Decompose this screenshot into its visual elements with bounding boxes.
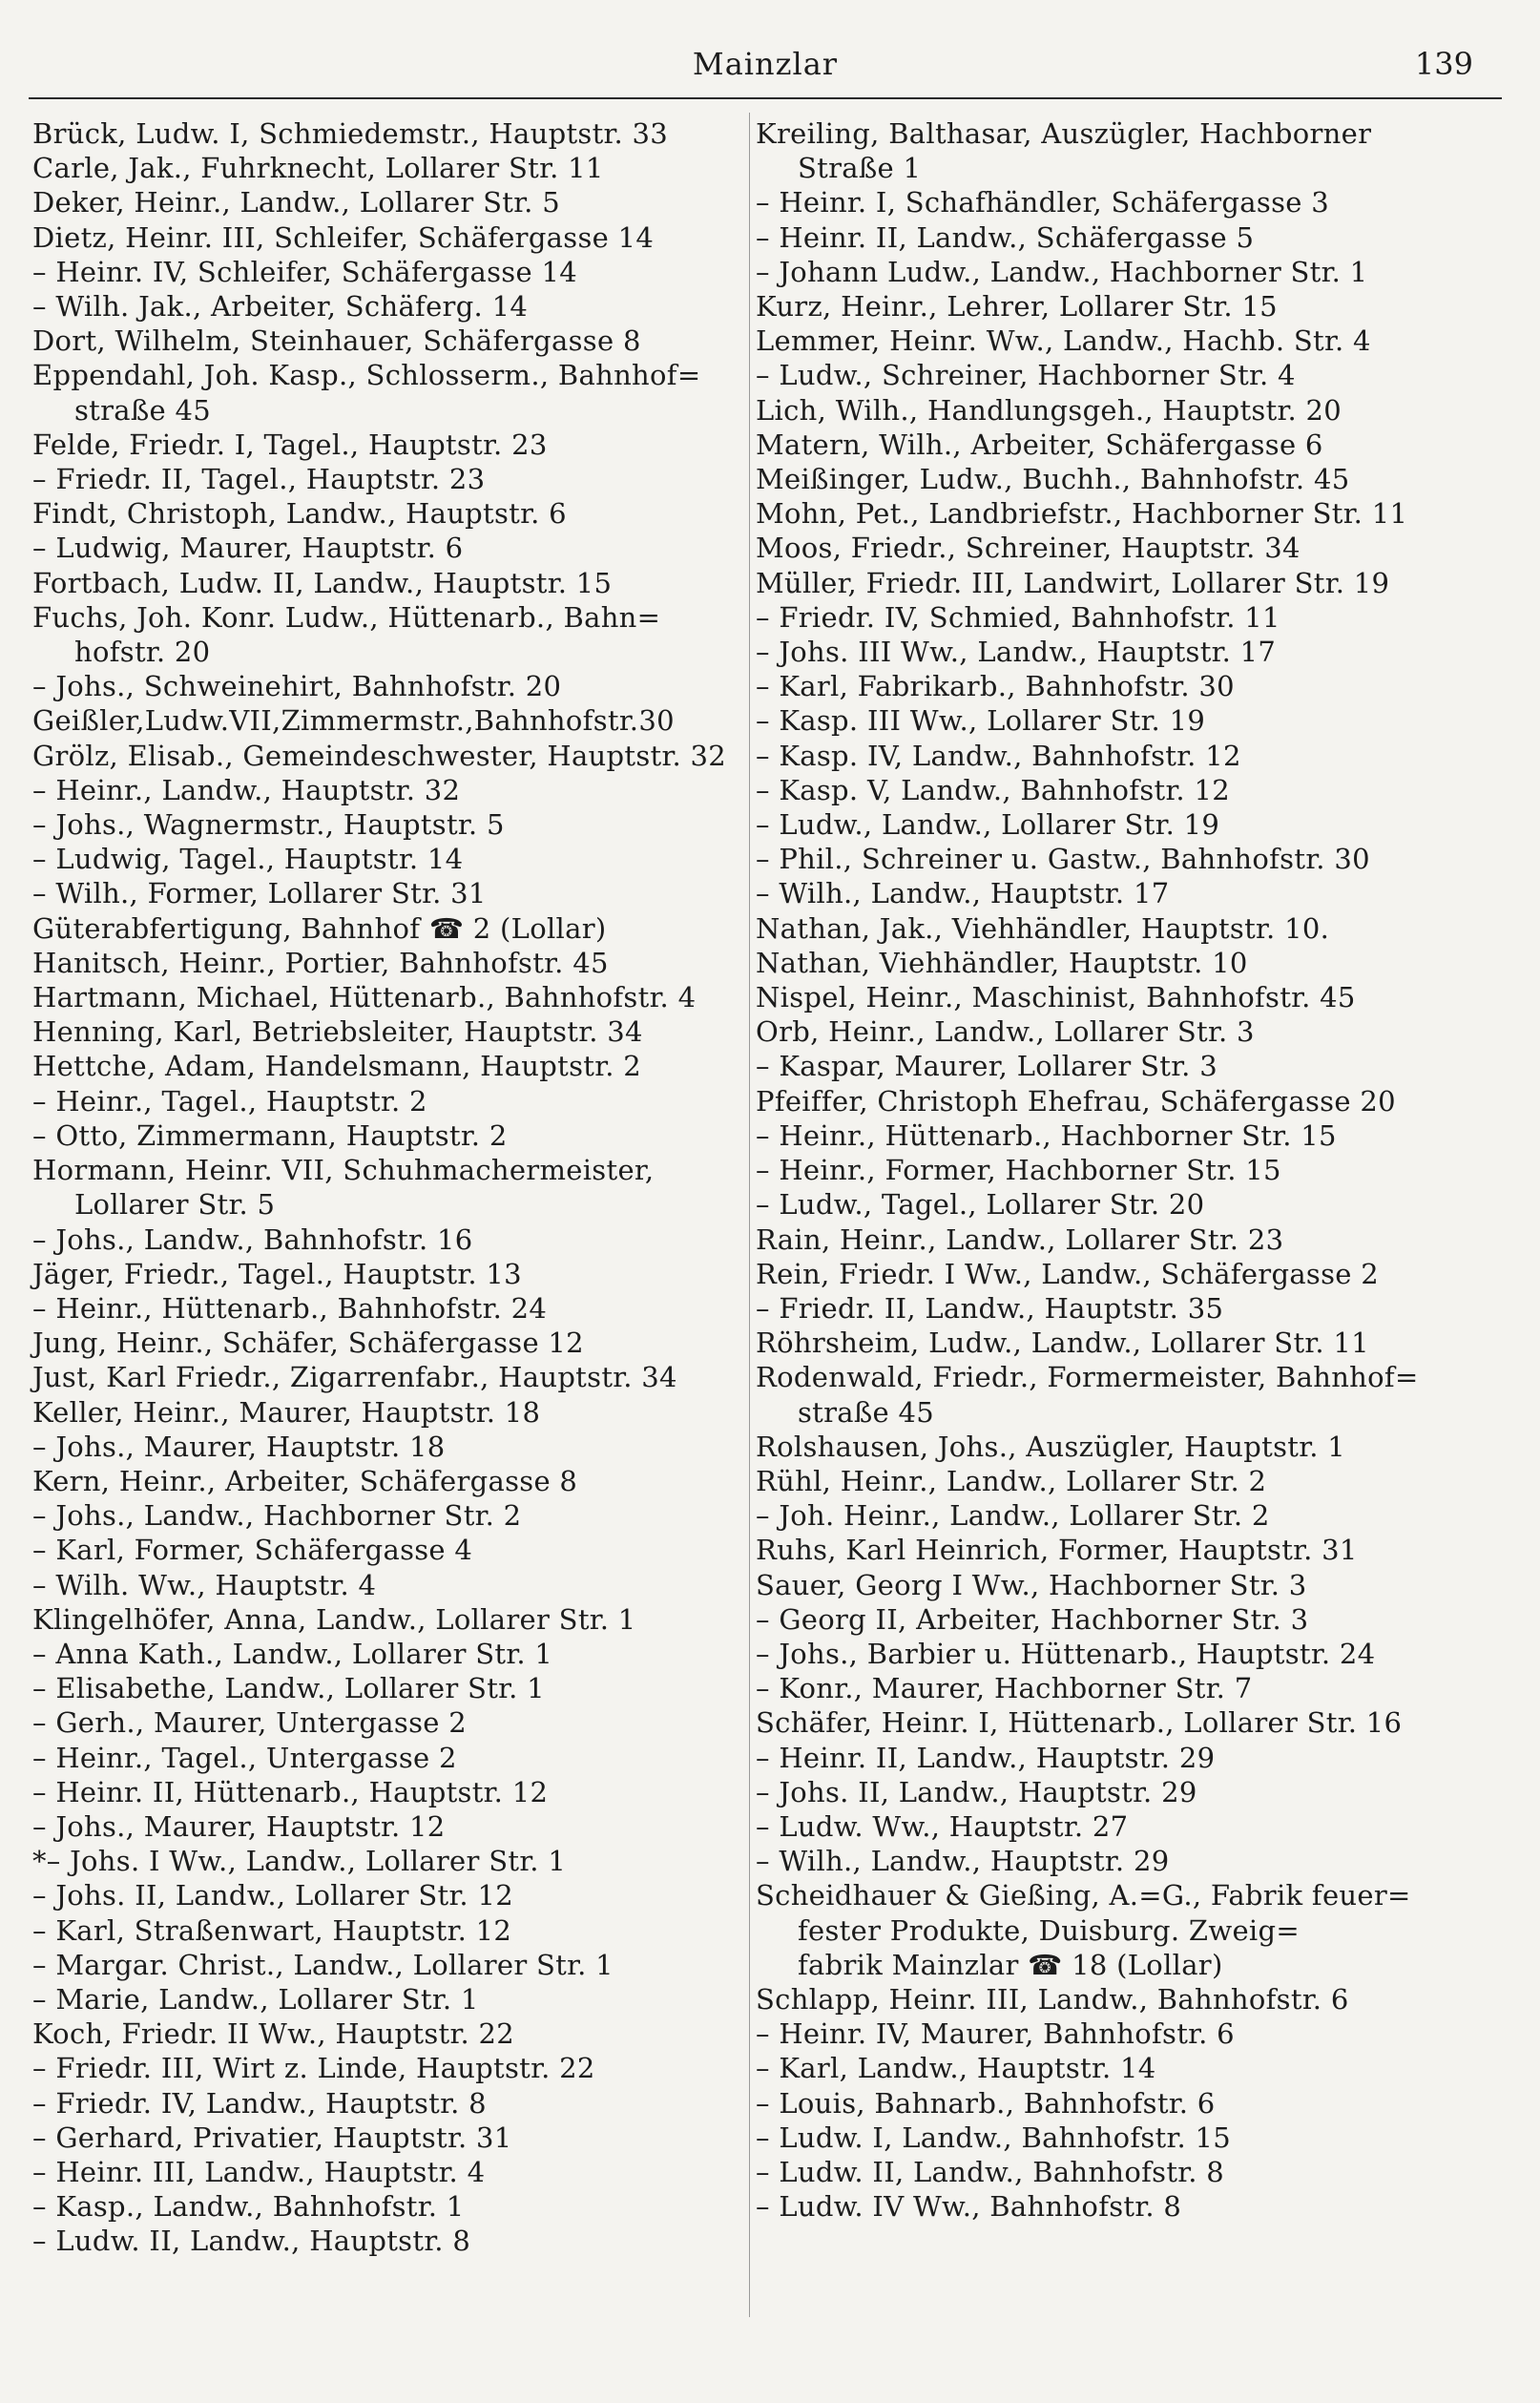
directory-entry	[756, 600, 1452, 635]
directory-entry	[756, 185, 1452, 219]
entry-line: Scheidhauer & Gießing, A.=G., Fabrik feuer=	[756, 1879, 1411, 1912]
directory-entry	[756, 1533, 1452, 1567]
entry-line: – Karl, Former, Schäfergasse 4	[32, 1534, 473, 1567]
entry-line: – Johs. II, Landw., Hauptstr. 29	[756, 1775, 1197, 1808]
directory-entry	[32, 946, 729, 980]
entry-line: Ruhs, Karl Heinrich, Former, Hauptstr. 31	[756, 1534, 1358, 1567]
entry-line: Hanitsch, Heinr., Portier, Bahnhofstr. 45	[32, 946, 609, 979]
entry-line: *– Johs. I Ww., Landw., Lollarer Str. 1	[32, 1845, 567, 1878]
entry-line: Matern, Wilh., Arbeiter, Schäfergasse 6	[756, 428, 1323, 461]
entry-line: Brück, Ludw. I, Schmiedemstr., Hauptstr. 33	[32, 117, 669, 150]
entry-line: Hartmann, Michael, Hüttenarb., Bahnhofstr. 4	[32, 981, 697, 1014]
directory-entry	[756, 1187, 1452, 1222]
entry-line: – Johs. III Ww., Landw., Hauptstr. 17	[756, 636, 1277, 669]
entry-line: – Heinr. III, Landw., Hauptstr. 4	[32, 2155, 486, 2188]
directory-entry	[756, 980, 1452, 1014]
directory-entry	[756, 1705, 1452, 1740]
directory-entry	[32, 980, 729, 1014]
directory-entry	[32, 2051, 729, 2085]
entry-line: – Wilh., Former, Lollarer Str. 31	[32, 877, 487, 910]
directory-entry	[32, 2189, 729, 2224]
directory-entry	[756, 1844, 1452, 1878]
directory-entry	[32, 151, 729, 185]
directory-entry	[32, 1671, 729, 1705]
entry-line: – Georg II, Arbeiter, Hachborner Str. 3	[756, 1602, 1309, 1636]
entry-line: – Friedr. II, Tagel., Hauptstr. 23	[32, 463, 486, 496]
directory-entry	[756, 462, 1452, 496]
entry-line: – Ludwig, Tagel., Hauptstr. 14	[32, 843, 464, 876]
directory-entry	[756, 1222, 1452, 1257]
entry-line: – Heinr., Tagel., Hauptstr. 2	[32, 1084, 427, 1118]
entry-line: – Marie, Landw., Lollarer Str. 1	[32, 1982, 479, 2016]
entry-line: Hormann, Heinr. VII, Schuhmachermeister,	[32, 1154, 655, 1187]
entry-line: Fortbach, Ludw. II, Landw., Hauptstr. 15	[32, 566, 613, 599]
directory-entry	[756, 1568, 1452, 1602]
directory-entry	[756, 1291, 1452, 1326]
directory-entry	[756, 2155, 1452, 2189]
directory-entry	[756, 2189, 1452, 2224]
directory-entry	[32, 1326, 729, 1360]
entry-continuation-line: fester Produkte, Duisburg. Zweig=	[798, 1913, 1300, 1947]
entry-line: Schlapp, Heinr. III, Landw., Bahnhofstr. 6	[756, 1982, 1349, 2016]
entry-line: – Johs. II, Landw., Lollarer Str. 12	[32, 1879, 513, 1912]
directory-entry	[32, 911, 729, 946]
entry-line: Eppendahl, Joh. Kasp., Schlosserm., Bahnhof=	[32, 359, 701, 392]
directory-entry	[756, 566, 1452, 600]
entry-line: Röhrsheim, Ludw., Landw., Lollarer Str. 11	[756, 1327, 1369, 1360]
directory-entry	[756, 1084, 1452, 1118]
entry-line: Nathan, Jak., Viehhändler, Hauptstr. 10.	[756, 911, 1330, 945]
directory-entry	[756, 531, 1452, 565]
directory-entry	[32, 1741, 729, 1775]
entry-line: Kern, Heinr., Arbeiter, Schäfergasse 8	[32, 1464, 578, 1497]
directory-entry	[32, 669, 729, 703]
entry-line: – Friedr. II, Landw., Hauptstr. 35	[756, 1291, 1224, 1325]
directory-entry	[32, 807, 729, 842]
directory-entry	[756, 1153, 1452, 1187]
directory-entry	[756, 1430, 1452, 1464]
directory-entry	[32, 1775, 729, 1809]
directory-entry	[756, 1498, 1452, 1533]
entry-line: – Heinr., Tagel., Untergasse 2	[32, 1741, 457, 1774]
entry-line: Findt, Christoph, Landw., Hauptstr. 6	[32, 497, 567, 531]
entry-line: – Karl, Straßenwart, Hauptstr. 12	[32, 1913, 512, 1947]
entry-line: Nispel, Heinr., Maschinist, Bahnhofstr. 45	[756, 981, 1356, 1014]
directory-entry	[32, 185, 729, 219]
directory-entry	[32, 1014, 729, 1049]
directory-entry	[756, 2121, 1452, 2155]
entry-line: Deker, Heinr., Landw., Lollarer Str. 5	[32, 186, 560, 219]
entry-line: – Ludw., Tagel., Lollarer Str. 20	[756, 1188, 1205, 1222]
entry-line: Müller, Friedr. III, Landwirt, Lollarer Str. 19	[756, 566, 1390, 599]
entry-line: Just, Karl Friedr., Zigarrenfabr., Hauptstr. 34	[32, 1361, 677, 1394]
directory-entry	[756, 1257, 1452, 1291]
entry-line: – Heinr. I, Schafhändler, Schäfergasse 3	[756, 186, 1329, 219]
directory-entry	[32, 2224, 729, 2258]
directory-entry	[756, 220, 1452, 255]
entry-line: Orb, Heinr., Landw., Lollarer Str. 3	[756, 1015, 1255, 1049]
entry-line: Jung, Heinr., Schäfer, Schäfergasse 12	[32, 1327, 584, 1360]
entry-line: – Gerh., Maurer, Untergasse 2	[32, 1706, 467, 1740]
entry-line: – Johs., Landw., Hachborner Str. 2	[32, 1499, 522, 1533]
entry-continuation-line: fabrik Mainzlar ☎ 18 (Lollar)	[798, 1948, 1223, 1981]
column-divider	[749, 113, 750, 2317]
entry-line: – Heinr. II, Landw., Hauptstr. 29	[756, 1741, 1216, 1774]
directory-entry	[756, 946, 1452, 980]
page-title: Mainzlar	[692, 46, 839, 82]
entry-line: – Ludw. I, Landw., Bahnhofstr. 15	[756, 2121, 1232, 2154]
entry-line: Fuchs, Joh. Konr. Ludw., Hüttenarb., Bahn=	[32, 600, 661, 634]
page-header	[29, 38, 1502, 95]
directory-entry	[32, 1498, 729, 1533]
directory-entry	[32, 496, 729, 531]
directory-entry	[756, 703, 1452, 738]
directory-entry	[756, 2086, 1452, 2121]
entry-line: Schäfer, Heinr. I, Hüttenarb., Lollarer Str. 16	[756, 1706, 1403, 1740]
directory-entry	[756, 255, 1452, 289]
entry-line: – Elisabethe, Landw., Lollarer Str. 1	[32, 1672, 545, 1705]
directory-entry	[32, 220, 729, 255]
entry-line: – Heinr. IV, Schleifer, Schäfergasse 14	[32, 255, 577, 288]
entry-line: Felde, Friedr. I, Tagel., Hauptstr. 23	[32, 428, 548, 461]
entry-line: Sauer, Georg I Ww., Hachborner Str. 3	[756, 1568, 1307, 1601]
entry-line: – Kaspar, Maurer, Lollarer Str. 3	[756, 1050, 1217, 1083]
directory-entry	[756, 635, 1452, 669]
entry-line: – Heinr., Hüttenarb., Bahnhofstr. 24	[32, 1291, 548, 1325]
entry-line: – Kasp., Landw., Bahnhofstr. 1	[32, 2190, 465, 2224]
directory-entry	[32, 1395, 729, 1430]
directory-entry	[32, 1291, 729, 1326]
entry-line: – Joh. Heinr., Landw., Lollarer Str. 2	[756, 1499, 1270, 1533]
entry-line: – Ludw., Landw., Lollarer Str. 19	[756, 808, 1220, 842]
entry-line: – Kasp. IV, Landw., Bahnhofstr. 12	[756, 739, 1241, 772]
entry-continuation-line: straße 45	[798, 1395, 935, 1429]
directory-entry	[756, 1014, 1452, 1049]
directory-entry	[756, 739, 1452, 773]
directory-entry	[756, 1809, 1452, 1844]
entry-line: Kreiling, Balthasar, Auszügler, Hachborner	[756, 117, 1372, 150]
left-column	[32, 116, 729, 2259]
directory-entry	[32, 255, 729, 289]
entry-continuation-line: straße 45	[74, 393, 212, 427]
entry-line: – Karl, Fabrikarb., Bahnhofstr. 30	[756, 670, 1235, 703]
entry-line: – Anna Kath., Landw., Lollarer Str. 1	[32, 1637, 553, 1670]
directory-entry	[32, 566, 729, 600]
directory-entry	[756, 807, 1452, 842]
entry-continuation-line: hofstr. 20	[74, 636, 211, 669]
page-number: 139	[1414, 46, 1473, 82]
entry-line: – Friedr. IV, Landw., Hauptstr. 8	[32, 2086, 487, 2120]
entry-line: Koch, Friedr. II Ww., Hauptstr. 22	[32, 2017, 514, 2051]
directory-entry	[756, 1671, 1452, 1705]
entry-line: – Heinr., Former, Hachborner Str. 15	[756, 1154, 1281, 1187]
directory-entry	[756, 324, 1452, 358]
directory-entry	[756, 1741, 1452, 1775]
directory-entry	[32, 1568, 729, 1602]
directory-entry	[756, 669, 1452, 703]
entry-line: Hettche, Adam, Handelsmann, Hauptstr. 2	[32, 1050, 642, 1083]
entry-line: Rolshausen, Johs., Auszügler, Hauptstr. 1	[756, 1430, 1346, 1463]
entry-line: – Wilh. Jak., Arbeiter, Schäferg. 14	[32, 290, 529, 324]
directory-entry	[32, 1533, 729, 1567]
directory-entry	[756, 1982, 1452, 2016]
entry-line: Rühl, Heinr., Landw., Lollarer Str. 2	[756, 1464, 1267, 1497]
directory-entry	[32, 876, 729, 910]
entry-line: – Karl, Landw., Hauptstr. 14	[756, 2052, 1156, 2085]
entry-line: Rodenwald, Friedr., Formermeister, Bahnhof=	[756, 1361, 1419, 1394]
directory-entry	[756, 496, 1452, 531]
entry-line: Güterabfertigung, Bahnhof ☎ 2 (Lollar)	[32, 911, 607, 945]
directory-entry	[32, 462, 729, 496]
entry-line: – Kasp. V, Landw., Bahnhofstr. 12	[756, 773, 1230, 806]
directory-entry	[756, 393, 1452, 428]
directory-entry	[32, 1948, 729, 1982]
directory-entry	[32, 2016, 729, 2051]
directory-entry	[756, 842, 1452, 876]
entry-line: – Johs., Maurer, Hauptstr. 18	[32, 1430, 446, 1463]
directory-entry	[756, 1878, 1452, 1982]
entry-line: – Ludw. II, Landw., Bahnhofstr. 8	[756, 2155, 1225, 2188]
directory-entry	[756, 428, 1452, 462]
entry-line: Grölz, Elisab., Gemeindeschwester, Hauptstr. 32	[32, 739, 726, 772]
entry-line: Dietz, Heinr. III, Schleifer, Schäfergasse 14	[32, 220, 655, 254]
directory-entry	[32, 2155, 729, 2189]
entry-line: – Otto, Zimmermann, Hauptstr. 2	[32, 1118, 508, 1152]
entry-line: Nathan, Viehhändler, Hauptstr. 10	[756, 946, 1248, 979]
entry-line: – Ludw. IV Ww., Bahnhofstr. 8	[756, 2190, 1182, 2224]
entry-line: – Johs., Wagnermstr., Hauptstr. 5	[32, 808, 505, 842]
directory-entry	[32, 1705, 729, 1740]
entry-line: – Johs., Schweinehirt, Bahnhofstr. 20	[32, 670, 562, 703]
directory-entry	[32, 1360, 729, 1394]
directory-entry	[32, 1084, 729, 1118]
directory-entry	[32, 289, 729, 324]
directory-entry	[756, 289, 1452, 324]
entry-line: Lemmer, Heinr. Ww., Landw., Hachb. Str. 4	[756, 324, 1371, 358]
entry-line: Rain, Heinr., Landw., Lollarer Str. 23	[756, 1222, 1284, 1256]
entry-line: – Kasp. III Ww., Lollarer Str. 19	[756, 704, 1206, 738]
right-column	[756, 116, 1452, 2224]
directory-entry	[756, 876, 1452, 910]
entry-line: – Johann Ludw., Landw., Hachborner Str. 1	[756, 255, 1368, 288]
directory-entry	[32, 1637, 729, 1671]
entry-line: – Heinr., Hüttenarb., Hachborner Str. 15	[756, 1118, 1337, 1152]
directory-entry	[32, 1602, 729, 1637]
entry-line: – Johs., Barbier u. Hüttenarb., Hauptstr. 24	[756, 1637, 1376, 1670]
entry-line: – Margar. Christ., Landw., Lollarer Str. 1	[32, 1948, 614, 1981]
entry-line: – Wilh., Landw., Hauptstr. 29	[756, 1845, 1170, 1878]
directory-entry	[32, 2086, 729, 2121]
directory-entry	[32, 1809, 729, 1844]
directory-entry	[756, 2016, 1452, 2051]
entry-line: – Friedr. IV, Schmied, Bahnhofstr. 11	[756, 600, 1280, 634]
entry-line: – Heinr. II, Hüttenarb., Hauptstr. 12	[32, 1775, 549, 1808]
entry-line: – Phil., Schreiner u. Gastw., Bahnhofstr. 30	[756, 843, 1370, 876]
entry-continuation-line: Straße 1	[798, 152, 922, 185]
entry-line: Kurz, Heinr., Lehrer, Lollarer Str. 15	[756, 290, 1278, 324]
directory-entry	[32, 428, 729, 462]
entry-line: – Gerhard, Privatier, Hauptstr. 31	[32, 2121, 512, 2154]
entry-line: – Heinr., Landw., Hauptstr. 32	[32, 773, 461, 806]
entry-line: – Konr., Maurer, Hachborner Str. 7	[756, 1672, 1253, 1705]
directory-entry	[756, 116, 1452, 185]
directory-entry	[32, 324, 729, 358]
entry-line: Jäger, Friedr., Tagel., Hauptstr. 13	[32, 1257, 522, 1290]
directory-entry	[756, 358, 1452, 392]
entry-line: Mohn, Pet., Landbriefstr., Hachborner Str. 11	[756, 497, 1408, 531]
directory-entry	[32, 1913, 729, 1948]
entry-line: Moos, Friedr., Schreiner, Hauptstr. 34	[756, 532, 1301, 565]
entry-line: – Johs., Landw., Bahnhofstr. 16	[32, 1222, 473, 1256]
directory-entry	[32, 600, 729, 669]
directory-entry	[32, 1257, 729, 1291]
directory-entry	[32, 703, 729, 738]
entry-line: – Louis, Bahnarb., Bahnhofstr. 6	[756, 2086, 1216, 2120]
directory-entry	[32, 773, 729, 807]
entry-line: – Ludw., Schreiner, Hachborner Str. 4	[756, 359, 1296, 392]
directory-entry	[756, 2051, 1452, 2085]
entry-line: – Ludw. Ww., Hauptstr. 27	[756, 1809, 1129, 1843]
directory-entry	[32, 1049, 729, 1083]
directory-entry	[32, 1430, 729, 1464]
entry-line: – Friedr. III, Wirt z. Linde, Hauptstr. 22	[32, 2052, 595, 2085]
entry-line: Keller, Heinr., Maurer, Hauptstr. 18	[32, 1395, 541, 1429]
entry-line: – Heinr. II, Landw., Schäfergasse 5	[756, 220, 1255, 254]
directory-entry	[756, 1049, 1452, 1083]
entry-line: Henning, Karl, Betriebsleiter, Hauptstr. 34	[32, 1015, 643, 1049]
directory-entry	[756, 1360, 1452, 1429]
directory-entry	[756, 911, 1452, 946]
header-rule	[29, 97, 1502, 99]
directory-entry	[32, 1982, 729, 2016]
directory-entry	[32, 842, 729, 876]
directory-entry	[756, 1464, 1452, 1498]
entry-line: Lich, Wilh., Handlungsgeh., Hauptstr. 20	[756, 393, 1342, 427]
directory-entry	[756, 1602, 1452, 1637]
directory-entry	[32, 739, 729, 773]
entry-line: Geißler,Ludw.VII,Zimmermstr.,Bahnhofstr.30	[32, 704, 675, 738]
entry-line: – Wilh. Ww., Hauptstr. 4	[32, 1568, 377, 1601]
directory-entry	[32, 1153, 729, 1222]
directory-entry	[756, 1118, 1452, 1153]
directory-entry	[32, 1878, 729, 1912]
directory-entry	[32, 358, 729, 427]
entry-continuation-line: Lollarer Str. 5	[74, 1188, 276, 1222]
directory-entry	[32, 116, 729, 151]
entry-line: Meißinger, Ludw., Buchh., Bahnhofstr. 45	[756, 463, 1350, 496]
directory-entry	[32, 1222, 729, 1257]
entry-line: Dort, Wilhelm, Steinhauer, Schäfergasse 8	[32, 324, 641, 358]
entry-line: Klingelhöfer, Anna, Landw., Lollarer Str. 1	[32, 1602, 636, 1636]
directory-entry	[32, 1464, 729, 1498]
entry-line: Carle, Jak., Fuhrknecht, Lollarer Str. 11	[32, 152, 604, 185]
entry-line: – Ludw. II, Landw., Hauptstr. 8	[32, 2225, 471, 2258]
directory-entry	[32, 2121, 729, 2155]
directory-entry	[756, 1326, 1452, 1360]
directory-entry	[32, 1118, 729, 1153]
directory-entry	[756, 1775, 1452, 1809]
entry-line: Rein, Friedr. I Ww., Landw., Schäfergasse 2	[756, 1257, 1380, 1290]
directory-entry	[756, 773, 1452, 807]
directory-entry	[32, 531, 729, 565]
directory-entry	[756, 1637, 1452, 1671]
directory-entry	[32, 1844, 729, 1878]
entry-line: Pfeiffer, Christoph Ehefrau, Schäfergasse 20	[756, 1084, 1396, 1118]
entry-line: – Ludwig, Maurer, Hauptstr. 6	[32, 532, 464, 565]
entry-line: – Johs., Maurer, Hauptstr. 12	[32, 1809, 446, 1843]
entry-line: – Heinr. IV, Maurer, Bahnhofstr. 6	[756, 2017, 1235, 2051]
entry-line: – Wilh., Landw., Hauptstr. 17	[756, 877, 1170, 910]
